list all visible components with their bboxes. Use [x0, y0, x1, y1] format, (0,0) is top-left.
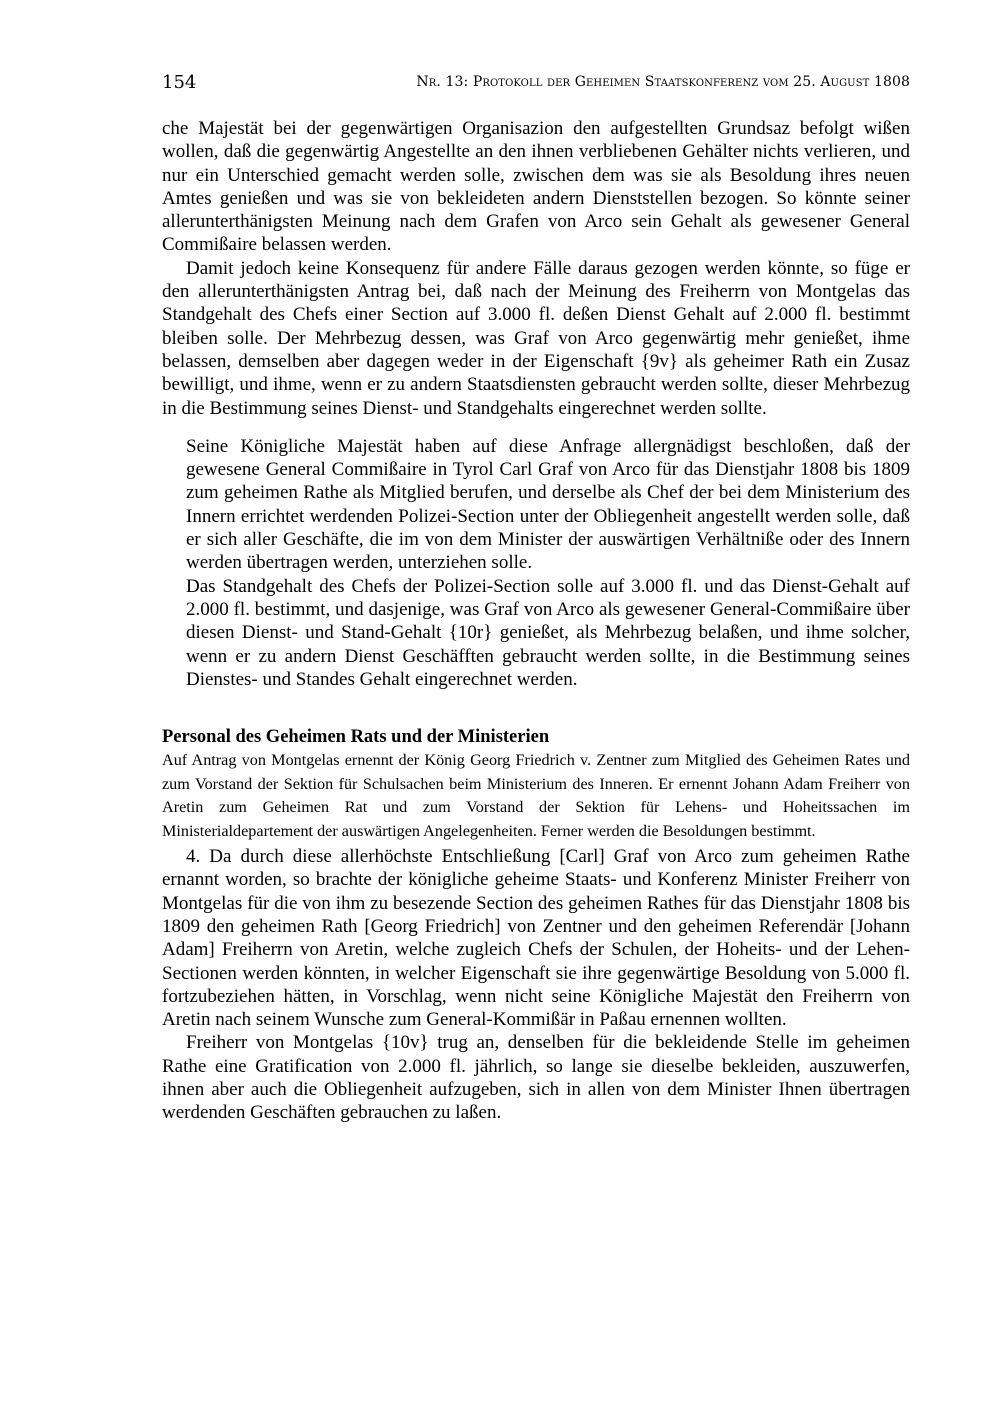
- section-summary: Auf Antrag von Montgelas ernennt der König Georg Friedrich v. Zentner zum Mitglied des Geheimen Rates und zum Vorstand der Sektion für Schulsachen beim Ministerium des Inneren. Er ernennt Johann Adam Freiherr von Aretin zum Geheimen Rat und zum Vorstand der Sektion für Lehens- und Hoheitssachen im Ministerialdepartement der auswärtigen Angelegenheiten. Ferner werden die Besoldungen bestimmt.: [162, 751, 910, 840]
- section-gap: [162, 691, 910, 707]
- running-title: Nr. 13: Protokoll der Geheimen Staatskonferenz vom 25. August 1808: [416, 74, 910, 90]
- paragraph-2: Damit jedoch keine Konsequenz für andere Fälle daraus gezogen werden könnte, so füge er den allerunterthänigsten Antrag bei, daß nach der Meinung des Freiherrn von Montgelas das Standgehalt des Chefs einer Section auf 3.000 fl. deßen Dienst Gehalt auf 2.000 fl. bestimmt bleiben solle. Der Mehrbezug dessen, was Graf von Arco gegenwärtig mehr genießet, ihme belassen, demselben aber dagegen weder in der Eigenschaft {9v} als geheimer Rath ein Zusaz bewilligt, und ihme, wenn er zu andern Staatsdiensten gebraucht werden sollte, dieser Mehrbezug in die Bestimmung seines Dienst- und Standgehalts eingerechnet werden sollte.: [162, 257, 910, 419]
- paragraph-4: Freiherr von Montgelas {10v} trug an, denselben für die bekleidende Stelle im geheimen Rathe eine Gratification von 2.000 fl. jährlich, so lange sie dieselbe bekleiden, auszuwerfen, ihnen aber auch die Obliegenheit aufzugeben, sich in allen von dem Minister Ihnen übertragen werdenden Geschäften gebrauchen zu laßen.: [162, 1032, 910, 1124]
- page-header: [162, 72, 910, 96]
- paragraph-3: 4. Da durch diese allerhöchste Entschließung [Carl] Graf von Arco zum geheimen Rathe ernannt worden, so brachte der königliche geheime Staats- und Konferenz Minister Freiherr von Montgelas für die von ihm zu besezende Section des geheimen Rathes für das Dienstjahr 1808 bis 1809 den geheimen Rath [Georg Friedrich] von Zentner und den geheimen Referendär [Johann Adam] Freiherrn von Aretin, welche zugleich Chefs der Schulen, der Hoheits- und der Lehen-Sectionen werden könnten, in welcher Eigenschaft sie ihre gegenwärtige Besoldung von 5.000 fl. fortzubeziehen hätten, in Vorschlag, wenn nicht seine Königliche Majestät den Freiherrn von Aretin nach seinem Wunsche zum General-Kommißär in Paßau ernennen wollten.: [162, 846, 910, 1031]
- document-page: [162, 0, 910, 1418]
- decision-paragraph-2: Das Standgehalt des Chefs der Polizei-Section solle auf 3.000 fl. und das Dienst-Gehalt auf 2.000 fl. bestimmt, und dasjenige, was Graf von Arco als gewesener General-Commißaire über diesen Dienst- und Stand-Gehalt {10r} genießet, als Mehrbezug belaßen, und ihme solcher, wenn er zu andern Dienst Geschäfften gebraucht werden sollte, in die Bestimmung seines Dienstes- und Standes Gehalt eingerechnet werden.: [186, 575, 910, 690]
- paragraph-1: che Majestät bei der gegenwärtigen Organisazion den aufgestellten Grundsaz befolgt wißen wollen, daß die gegenwärtig Angestellte an den ihnen verbliebenen Gehälter nichts verlieren, und nur ein Unterschied gemacht werden solle, zwischen dem was sie als Besoldung ihres neuen Amtes genießen und was sie von bekleideten andern Dienststellen bezogen. So könnte seiner allerunterthänigsten Meinung nach dem Grafen von Arco sein Gehalt als gewesener General Commißaire belassen werden.: [162, 118, 910, 256]
- page-number: 154: [162, 72, 197, 93]
- decision-paragraph-1: Seine Königliche Majestät haben auf diese Anfrage allergnädigst beschloßen, daß der gewesene General Commißaire in Tyrol Carl Graf von Arco für das Dienstjahr 1808 bis 1809 zum geheimen Rathe als Mitglied berufen, und derselbe als Chef der bei dem Ministerium des Innern errichtet werdenden Polizei-Section unter der Obliegenheit angestellt werden solle, daß er sich aller Geschäfte, die im von dem Minister der auswärtigen Verhältniße oder des Innern werden übertragen werden, unterziehen solle.: [186, 435, 910, 574]
- section-title: Personal des Geheimen Rats und der Ministerien: [162, 727, 550, 748]
- royal-decision-block: [186, 435, 910, 691]
- page-body: [162, 117, 910, 1125]
